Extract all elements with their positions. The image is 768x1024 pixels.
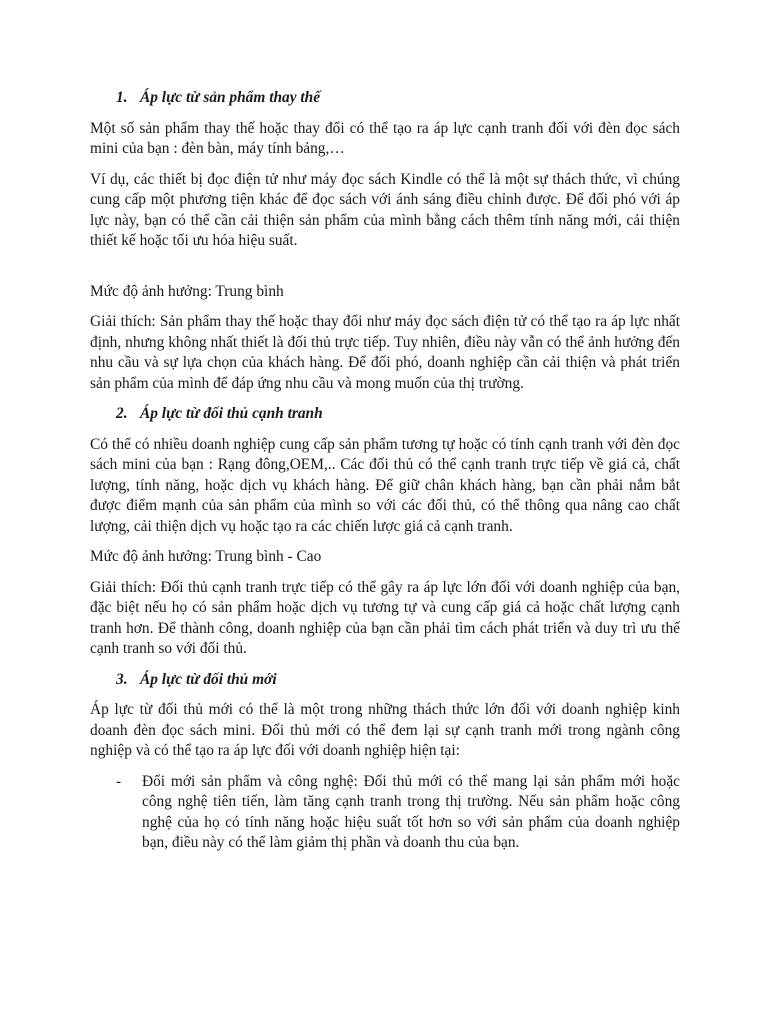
section-3-heading [90, 670, 680, 691]
section-2-impact: Mức độ ảnh hưởng: Trung bình - Cao [90, 548, 322, 565]
section-1-explanation: Giải thích: Sản phẩm thay thế hoặc thay đổi như máy đọc sách điện tử có thể tạo ra áp lực nhất định, nhưng không nhất thiết là đối thủ trực tiếp. Tuy nhiên, điều này vẫn có thể ảnh hưởng đến nhu cầu và sự lựa chọn của khách hàng. Để đối phó, doanh nghiệp cần cải thiện và phát triển sản phẩm của mình để đáp ứng nhu cầu và mong muốn của thị trường. [90, 313, 680, 392]
section-3-paragraph-1: Áp lực từ đối thủ mới có thể là một trong những thách thức lớn đối với doanh nghiệp kinh doanh đèn đọc sách mini. Đối thủ mới có thể đem lại sự cạnh tranh mới trong ngành công nghiệp và có thể tạo ra áp lực đối với doanh nghiệp hiện tại: [90, 701, 680, 759]
section-2-title: Áp lực từ đối thủ cạnh tranh [140, 405, 323, 422]
section-2-paragraph-1: Có thể có nhiều doanh nghiệp cung cấp sản phẩm tương tự hoặc có tính cạnh tranh với đèn đọc sách mini của bạn : Rạng đông,OEM,.. Các đối thủ có thể cạnh tranh trực tiếp về giá cả, chất lượng, tính năng, hoặc dịch vụ khách hàng. Để giữ chân khách hàng, bạn cần phải nắm bắt được điểm mạnh của sản phẩm của mình so với các đối thủ, có thể thông qua nâng cao chất lượng, cải thiện dịch vụ hoặc tạo ra các chiến lược giá cả cạnh tranh. [90, 435, 680, 535]
section-2-explanation: Giải thích: Đối thủ cạnh tranh trực tiếp có thể gây ra áp lực lớn đối với doanh nghiệp của bạn, đặc biệt nếu họ có sản phẩm hoặc dịch vụ tương tự và cung cấp giá cả hoặc chất lượng cạnh tranh hơn. Để thành công, doanh nghiệp của bạn cần phải tìm cách phát triển và duy trì ưu thế cạnh tranh so với đối thủ. [90, 578, 680, 657]
document-page [90, 88, 680, 864]
section-1-heading [90, 88, 680, 109]
bullet-dash: - [116, 772, 122, 790]
list-item [90, 772, 680, 854]
section-3-number: 3. [116, 670, 128, 688]
list-item-text: Đổi mới sản phẩm và công nghệ: Đối thủ mới có thể mang lại sản phẩm mới hoặc công nghệ tiên tiến, làm tăng cạnh tranh trong thị trường. Nếu sản phẩm hoặc công nghệ của họ có tính năng hoặc hiệu suất tốt hơn so với sản phẩm của doanh nghiệp bạn, điều này có thể làm giảm thị phần và doanh thu của bạn. [142, 772, 680, 851]
section-2-heading [90, 404, 680, 425]
section-1-paragraph-2: Ví dụ, các thiết bị đọc điện tử như máy đọc sách Kindle có thể là một sự thách thức, vì chúng cung cấp một phương tiện khác để đọc sách với ánh sáng điều chỉnh được. Để đối phó với áp lực này, bạn có thể cần cải thiện sản phẩm của mình bằng cách thêm tính năng mới, cải thiện thiết kế hoặc tối ưu hóa hiệu suất. [90, 170, 680, 249]
blank-line [90, 262, 680, 282]
section-1-number: 1. [116, 89, 128, 106]
section-1-title: Áp lực từ sản phẩm thay thế [140, 89, 321, 106]
section-1-impact: Mức độ ảnh hưởng: Trung bình [90, 282, 284, 300]
section-1-paragraph-1: Một số sản phẩm thay thế hoặc thay đổi có thể tạo ra áp lực cạnh tranh đối với đèn đọc sách mini của bạn : đèn bàn, máy tính bảng,… [90, 119, 680, 157]
section-2-number: 2. [116, 405, 128, 422]
section-3-title: Áp lực từ đối thủ mới [140, 670, 277, 688]
